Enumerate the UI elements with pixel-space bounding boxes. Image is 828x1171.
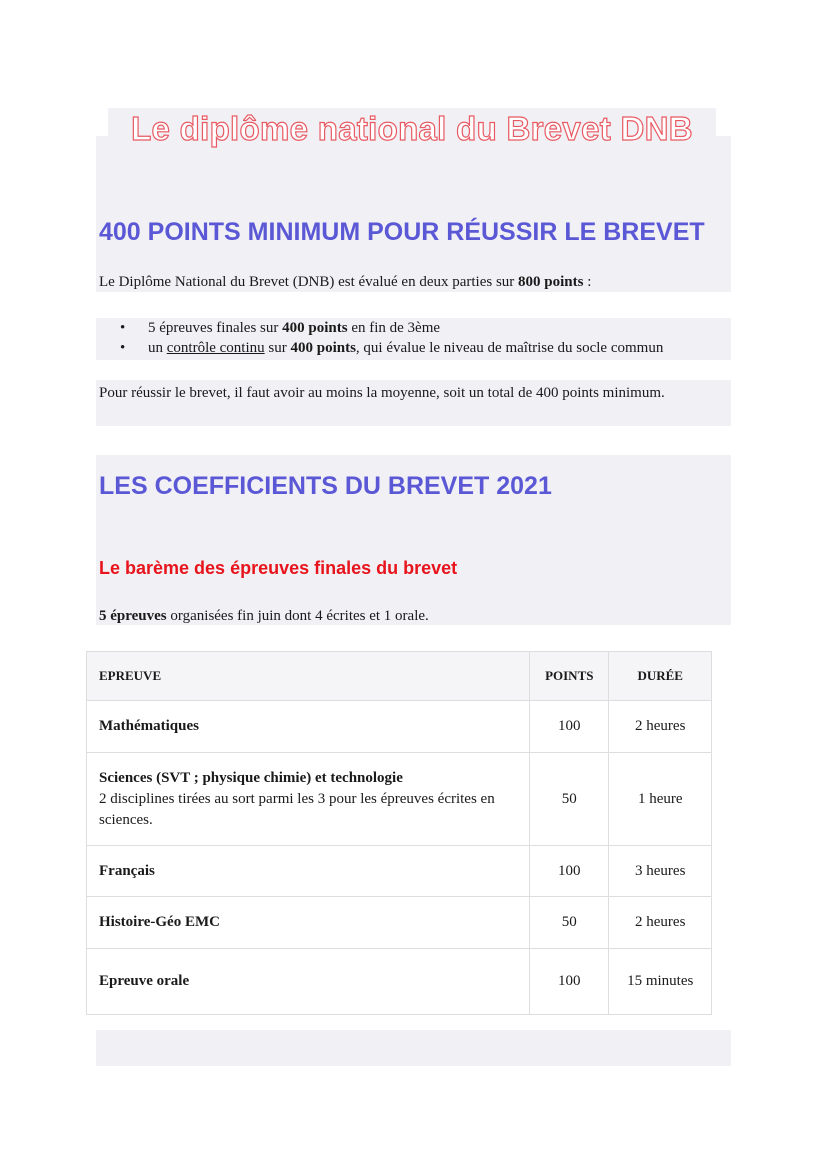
dnb-intro-paragraph	[99, 273, 591, 292]
table-row	[87, 949, 712, 1015]
duree-cell: 2 heures	[609, 897, 712, 949]
duree-cell: 2 heures	[609, 701, 712, 753]
intro-colon: :	[583, 274, 592, 290]
bullet-text: , qui évalue le niveau de maîtrise du socle commun	[355, 340, 664, 356]
duree-cell: 3 heures	[609, 846, 712, 897]
bullet-points: 400 points	[290, 340, 356, 356]
epreuves-count: 5 épreuves	[99, 608, 167, 624]
epreuve-cell	[87, 753, 530, 846]
points-cell: 50	[530, 753, 609, 846]
points-cell: 50	[530, 897, 609, 949]
controle-continu-link[interactable]: contrôle continu	[166, 340, 265, 356]
table-row	[87, 701, 712, 753]
epreuve-cell	[87, 897, 530, 949]
epreuve-title: Sciences (SVT ; physique chimie) et technologie	[99, 769, 403, 786]
header-epreuve: EPREUVE	[87, 652, 530, 701]
bullet-points: 400 points	[282, 320, 348, 336]
bullet-text: 5 épreuves finales sur	[148, 320, 283, 336]
section-heading-points: 400 POINTS MINIMUM POUR RÉUSSIR LE BREVET	[99, 218, 705, 246]
intro-points: 800 points	[518, 274, 584, 290]
epreuve-cell	[87, 949, 530, 1015]
epreuve-description: 2 disciplines tirées au sort parmi les 3 pour les épreuves écrites en sciences.	[99, 790, 495, 828]
epreuve-title: Français	[99, 862, 155, 879]
epreuve-title: Epreuve orale	[99, 973, 190, 989]
document-title: Le diplôme national du Brevet DNB	[108, 108, 716, 148]
epreuve-cell	[87, 701, 530, 753]
epreuve-title: Histoire-Géo EMC	[99, 914, 220, 930]
epreuves-intro	[99, 607, 429, 626]
table-row	[87, 753, 712, 846]
list-item	[120, 338, 663, 358]
conclusion-paragraph: Pour réussir le brevet, il faut avoir au moins la moyenne, soit un total de 400 points minimum.	[99, 385, 665, 401]
list-item	[120, 318, 663, 338]
epreuves-table	[86, 651, 712, 1015]
table-row	[87, 846, 712, 897]
intro-text: Le Diplôme National du Brevet (DNB) est évalué en deux parties sur	[99, 274, 519, 290]
highlight-band	[96, 136, 731, 292]
subheading-bareme: Le barème des épreuves finales du brevet	[99, 558, 458, 578]
epreuve-title: Mathématiques	[99, 718, 199, 734]
bullet-text: en fin de 3ème	[347, 320, 441, 336]
table-header-row	[87, 652, 712, 701]
duree-cell: 15 minutes	[609, 949, 712, 1015]
bullet-icon: •	[120, 320, 126, 336]
bullet-text: sur	[264, 340, 291, 356]
section-heading-coefficients: LES COEFFICIENTS DU BREVET 2021	[99, 472, 552, 500]
points-cell: 100	[530, 949, 609, 1015]
points-cell: 100	[530, 701, 609, 753]
epreuves-text: organisées fin juin dont 4 écrites et 1 orale.	[166, 608, 429, 624]
epreuve-cell	[87, 846, 530, 897]
highlight-band	[96, 1030, 731, 1066]
header-points: POINTS	[530, 652, 609, 701]
bullet-text: un	[148, 340, 167, 356]
points-breakdown-list	[120, 318, 663, 358]
duree-cell: 1 heure	[609, 753, 712, 846]
table-row	[87, 897, 712, 949]
points-cell: 100	[530, 846, 609, 897]
bullet-icon: •	[120, 340, 126, 356]
header-duree: DURÉE	[609, 652, 712, 701]
